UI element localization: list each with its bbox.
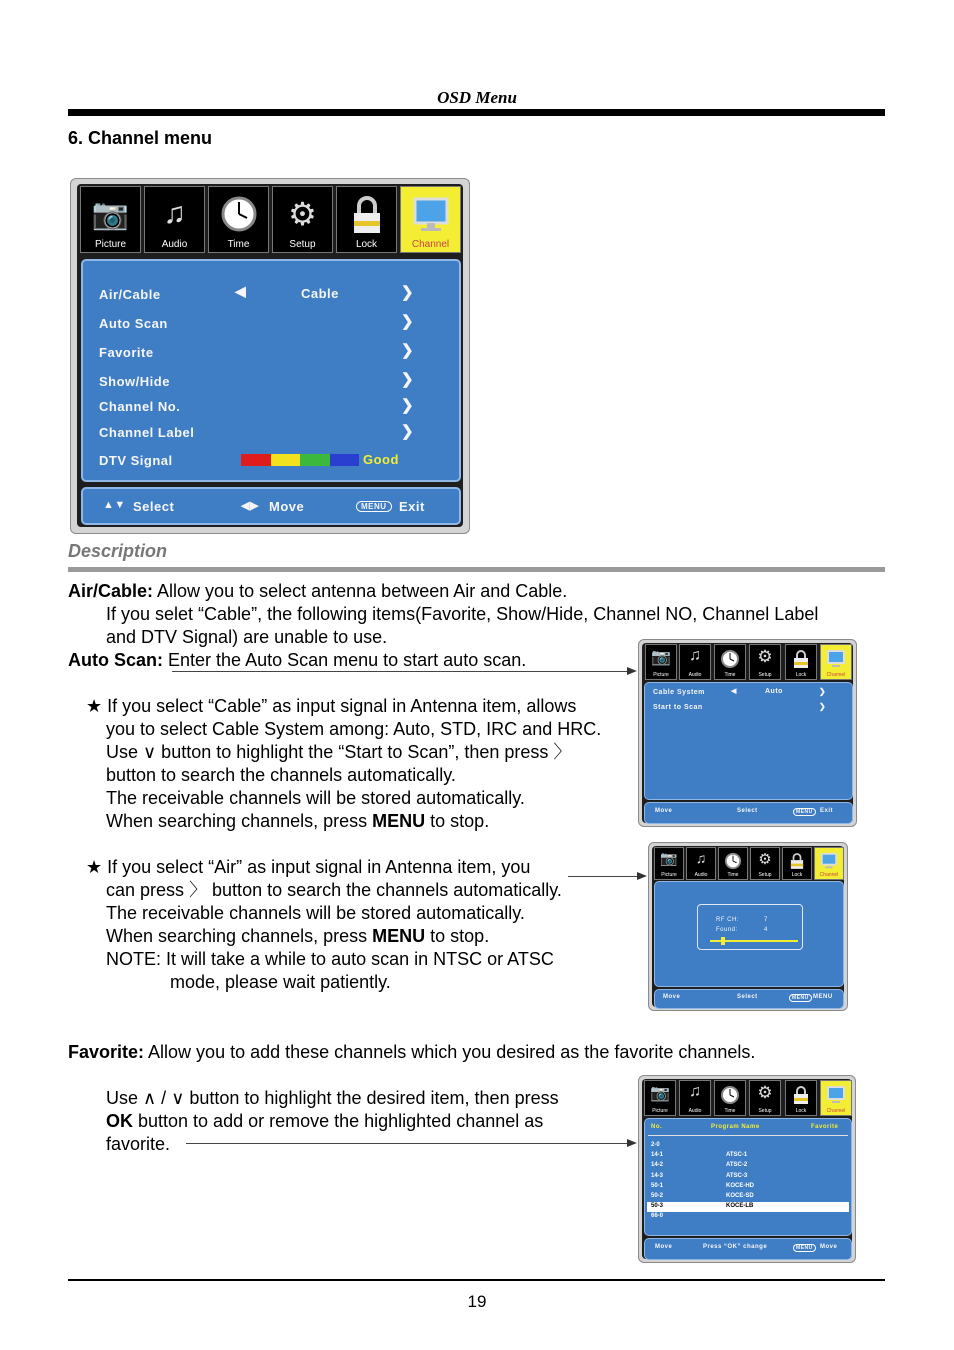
favorite-use-line: Use ∧ / ∨ button to highlight the desired item, then press — [106, 1088, 559, 1108]
camera-icon: 📷 — [660, 850, 678, 866]
tab-time[interactable] — [208, 186, 269, 253]
signal-segment — [300, 454, 330, 466]
program-name: ATSC-1 — [726, 1152, 748, 1159]
description-heading: Description — [68, 541, 168, 561]
tab-audio[interactable] — [679, 1080, 711, 1116]
tab-picture[interactable] — [645, 644, 677, 680]
footer-action: Press “OK” change — [703, 1244, 768, 1250]
channel-number: 50-3 — [651, 1203, 664, 1210]
table-row[interactable] — [647, 1161, 849, 1171]
tab-audio[interactable] — [144, 186, 205, 253]
program-name: ATSC-2 — [726, 1162, 748, 1169]
tab-label-channel: Channel — [826, 1108, 846, 1114]
tab-label-picture: Picture — [661, 872, 677, 878]
chevron-right-icon: ❯ — [401, 371, 414, 388]
term-favorite: Favorite: — [68, 1042, 145, 1062]
menu-key-icon: MENU — [793, 808, 816, 816]
channel-number: 66-0 — [651, 1213, 664, 1220]
page-number: 19 — [467, 1292, 487, 1311]
term-auto-scan: Auto Scan: — [68, 650, 164, 670]
lock-icon — [351, 195, 383, 240]
favorite-paragraph — [68, 1041, 755, 1064]
chevron-right-icon: ❯ — [401, 313, 414, 330]
footer-rule — [68, 1279, 885, 1281]
tab-label-picture: Picture — [94, 239, 127, 250]
air-cable-text: Allow you to select antenna between Air and Cable. — [153, 581, 568, 601]
note-line: mode, please wait patiently. — [170, 972, 391, 992]
gear-icon: ⚙ — [288, 196, 317, 232]
ok-keyword: OK — [106, 1111, 133, 1131]
footer-move: Move — [655, 1244, 673, 1250]
stop-text: When searching channels, press — [106, 811, 373, 831]
option-label: Channel Label — [99, 425, 195, 440]
table-row[interactable] — [647, 1212, 849, 1222]
monitor-icon — [826, 1085, 846, 1110]
favorite-text: Allow you to add these channels which you desired as the favorite channels. — [144, 1042, 756, 1062]
gear-icon: ⚙ — [757, 1083, 773, 1102]
found-value: 4 — [764, 927, 768, 933]
cable-note-line: The receivable channels will be stored automatically. — [106, 788, 525, 808]
channel-number: 14-2 — [651, 1162, 664, 1169]
column-header-program-name: Program Name — [711, 1124, 760, 1130]
chevron-right-icon: ❯ — [401, 342, 414, 359]
footer-move: Move — [269, 499, 305, 514]
monitor-icon — [826, 649, 846, 674]
menu-keyword: MENU — [372, 926, 426, 946]
air-note-line: ★ If you select “Air” as input signal in Antenna item, you — [86, 857, 531, 877]
tab-setup[interactable] — [750, 847, 780, 880]
table-row[interactable] — [647, 1172, 849, 1182]
tab-label-channel: Channel — [411, 239, 450, 250]
air-cable-line2: If you selet “Cable”, the following items(Favorite, Show/Hide, Channel NO, Channel Label — [106, 604, 819, 624]
channel-menu-osd — [70, 178, 470, 534]
header-rule — [68, 109, 885, 116]
left-right-icon: ◀▶ — [241, 500, 259, 512]
footer-exit: Move — [820, 1244, 838, 1250]
rf-channel-label: RF CH: — [716, 917, 739, 923]
air-note-line: can press 〉 button to search the channels automatically. — [106, 880, 562, 900]
table-row[interactable] — [647, 1151, 849, 1161]
clock-icon — [220, 195, 258, 238]
chevron-right-icon[interactable]: ❯ — [401, 284, 414, 301]
option-label: Favorite — [99, 345, 154, 360]
signal-segment — [271, 454, 301, 466]
tab-label-lock: Lock — [795, 1108, 807, 1114]
tab-channel[interactable] — [814, 847, 844, 880]
rf-channel-value: 7 — [764, 917, 768, 923]
column-header-no: No. — [651, 1124, 663, 1130]
air-cable-paragraph — [68, 580, 567, 603]
arrow-left-icon[interactable]: ◀ — [731, 688, 737, 695]
osd-footer-bar — [81, 487, 461, 525]
tab-label-channel: Channel — [826, 672, 846, 678]
tab-label-setup: Setup — [758, 872, 772, 878]
osd-footer-bar — [644, 1238, 852, 1260]
ok-text: button to add or remove the highlighted channel as — [133, 1111, 544, 1131]
tab-time[interactable] — [714, 644, 746, 680]
tab-label-lock: Lock — [791, 872, 803, 878]
footer-select: Select — [133, 499, 175, 514]
scan-progress-box — [697, 904, 803, 950]
tab-label-audio: Audio — [694, 872, 708, 878]
camera-icon: 📷 — [91, 198, 130, 231]
favorite-list-osd — [638, 1075, 856, 1263]
menu-keyword: MENU — [372, 811, 426, 831]
footer-move: Move — [655, 808, 673, 814]
callout-arrowhead — [627, 667, 637, 675]
footer-select: Select — [737, 994, 758, 1000]
callout-arrowhead — [637, 872, 647, 880]
option-label: Auto Scan — [99, 316, 168, 331]
gear-icon: ⚙ — [757, 647, 773, 666]
tab-channel[interactable] — [820, 1080, 852, 1116]
cable-stop-line — [106, 810, 489, 833]
table-row[interactable] — [647, 1182, 849, 1192]
menu-key-icon: MENU — [356, 501, 392, 512]
music-note-icon: ♫ — [163, 197, 186, 230]
option-label: DTV Signal — [99, 453, 173, 468]
table-row[interactable] — [647, 1202, 849, 1212]
footer-select: Select — [737, 808, 758, 814]
tab-label-setup: Setup — [758, 1108, 772, 1114]
option-cable-system[interactable]: Cable System — [653, 689, 705, 696]
cable-scan-osd — [638, 639, 857, 827]
table-row[interactable] — [647, 1192, 849, 1202]
cable-note-line: Use ∨ button to highlight the “Start to Scan”, then press 〉 — [106, 742, 572, 762]
music-note-icon: ♫ — [689, 1083, 701, 1100]
tab-label-audio: Audio — [688, 672, 702, 678]
footer-exit: MENU — [813, 994, 833, 1000]
tab-channel[interactable] — [400, 186, 461, 253]
tab-label-setup: Setup — [758, 672, 772, 678]
table-row[interactable] — [647, 1141, 849, 1151]
chevron-right-icon[interactable]: ❯ — [819, 687, 826, 696]
found-label: Found: — [716, 927, 738, 933]
tab-time[interactable] — [718, 847, 748, 880]
tab-picture[interactable] — [80, 186, 141, 253]
air-scan-panel — [654, 881, 844, 987]
description-rule — [68, 567, 885, 572]
tab-audio[interactable] — [686, 847, 716, 880]
option-label: Channel No. — [99, 399, 181, 414]
tab-label-time: Time — [724, 672, 736, 678]
lock-icon — [793, 1085, 809, 1110]
chevron-right-icon: ❯ — [401, 423, 414, 440]
air-scan-osd — [648, 842, 848, 1011]
clock-icon — [720, 649, 740, 674]
tab-setup[interactable] — [749, 644, 781, 680]
gear-icon: ⚙ — [758, 851, 772, 868]
channel-number: 14-3 — [651, 1172, 664, 1179]
menu-key-icon: MENU — [793, 1244, 816, 1252]
channel-options-panel — [81, 259, 461, 482]
option-value: Auto — [765, 688, 783, 695]
osd-footer-bar — [654, 989, 844, 1009]
tab-lock[interactable] — [336, 186, 397, 253]
program-name: KOCE-LB — [726, 1203, 754, 1210]
column-header-favorite: Favorite — [811, 1124, 839, 1130]
tab-label-audio: Audio — [688, 1108, 702, 1114]
callout-line — [186, 1143, 628, 1144]
footer-exit: Exit — [820, 808, 834, 814]
music-note-icon: ♫ — [689, 647, 701, 664]
tab-label-channel: Channel — [819, 872, 839, 878]
clock-icon — [720, 1085, 740, 1110]
term-air-cable: Air/Cable: — [68, 581, 154, 601]
running-header: OSD Menu — [437, 88, 517, 107]
scan-progress-indicator — [721, 937, 725, 945]
option-label: Air/Cable — [99, 287, 161, 302]
channel-number: 50-1 — [651, 1182, 664, 1189]
tab-label-time: Time — [727, 872, 739, 878]
osd-footer-bar — [644, 802, 853, 824]
cable-note-line: you to select Cable System among: Auto, STD, IRC and HRC. — [106, 719, 602, 739]
signal-strength-bar — [241, 454, 359, 466]
tab-label-time: Time — [724, 1108, 736, 1114]
cable-scan-panel — [644, 682, 853, 800]
tab-label-picture: Picture — [653, 672, 669, 678]
up-down-icon: ▲▼ — [103, 499, 126, 511]
callout-arrowhead — [627, 1139, 637, 1147]
tab-lock[interactable] — [785, 644, 817, 680]
program-name: KOCE-SD — [726, 1192, 754, 1199]
auto-scan-text: Enter the Auto Scan menu to start auto scan. — [163, 650, 527, 670]
stop-text-end: to stop. — [425, 926, 490, 946]
cable-note-line: ★ If you select “Cable” as input signal in Antenna item, allows — [86, 696, 577, 716]
program-name: KOCE-HD — [726, 1182, 754, 1189]
air-cable-line3: and DTV Signal) are unable to use. — [106, 627, 388, 647]
lock-icon — [793, 649, 809, 674]
callout-line — [172, 671, 628, 672]
tab-picture[interactable] — [644, 1080, 676, 1116]
tab-audio[interactable] — [679, 644, 711, 680]
tab-label-lock: Lock — [795, 672, 807, 678]
tab-label-picture: Picture — [652, 1108, 668, 1114]
camera-icon: 📷 — [650, 1085, 670, 1102]
tab-lock[interactable] — [785, 1080, 817, 1116]
tab-label-audio: Audio — [161, 239, 188, 250]
program-name: ATSC-3 — [726, 1172, 748, 1179]
note-line: NOTE: It will take a while to auto scan in NTSC or ATSC — [106, 949, 554, 969]
cable-note-line: button to search the channels automatically. — [106, 765, 456, 785]
option-start-to-scan[interactable]: Start to Scan — [653, 704, 703, 711]
tab-picture[interactable] — [654, 847, 684, 880]
tab-label-setup: Setup — [289, 239, 316, 250]
channel-number: 14-1 — [651, 1152, 664, 1159]
tab-setup[interactable] — [272, 186, 333, 253]
tab-channel[interactable] — [820, 644, 852, 680]
arrow-left-icon[interactable]: ◀ — [235, 283, 246, 299]
tab-label-time: Time — [227, 239, 250, 250]
chevron-right-icon: ❯ — [819, 702, 826, 711]
option-value: Good — [363, 452, 399, 467]
favorite-last-line: favorite. — [106, 1134, 171, 1154]
menu-key-icon: MENU — [789, 994, 812, 1002]
signal-segment — [330, 454, 360, 466]
stop-text: When searching channels, press — [106, 926, 373, 946]
channel-number: 2-0 — [651, 1142, 660, 1148]
favorite-list-divider — [648, 1135, 848, 1136]
tab-label-lock: Lock — [355, 239, 378, 250]
favorite-list-panel — [644, 1118, 852, 1236]
auto-scan-paragraph — [68, 649, 526, 672]
footer-exit: Exit — [399, 499, 425, 514]
tab-time[interactable] — [714, 1080, 746, 1116]
callout-line — [568, 876, 638, 877]
monitor-icon — [411, 195, 451, 238]
tab-lock[interactable] — [782, 847, 812, 880]
air-note-line: The receivable channels will be stored automatically. — [106, 903, 525, 923]
option-value: Cable — [301, 286, 339, 301]
favorite-ok-line — [106, 1110, 543, 1133]
favorite-list-rows — [647, 1141, 849, 1223]
footer-move: Move — [663, 994, 681, 1000]
stop-text-end: to stop. — [425, 811, 490, 831]
chevron-right-icon: ❯ — [401, 397, 414, 414]
camera-icon: 📷 — [651, 649, 671, 666]
section-title: 6. Channel menu — [68, 128, 213, 148]
option-label: Show/Hide — [99, 374, 170, 389]
air-stop-line — [106, 925, 489, 948]
tab-setup[interactable] — [749, 1080, 781, 1116]
signal-segment — [241, 454, 271, 466]
music-note-icon: ♫ — [695, 850, 707, 866]
channel-number: 50-2 — [651, 1192, 664, 1199]
